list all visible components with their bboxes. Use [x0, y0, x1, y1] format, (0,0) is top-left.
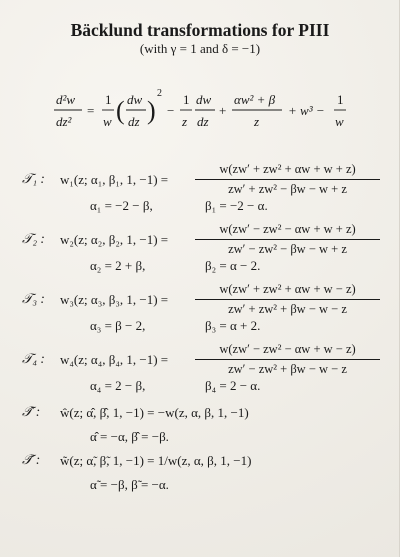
- transform-t2: [0, 222, 400, 282]
- svg-text:): ): [147, 96, 156, 125]
- t2-d-denominator: dz: [197, 114, 209, 129]
- lhs-denominator: dz²: [56, 114, 72, 129]
- param-beta: β₁ = −2 − α.: [205, 198, 268, 213]
- t3-numerator: αw² + β: [234, 92, 276, 107]
- fraction-numerator: w(zw′ + zw² + αw + w + z): [195, 162, 380, 180]
- transform-label: 𝒯₃ :: [22, 291, 45, 306]
- t1-inner-denominator: dz: [128, 114, 140, 129]
- t2-denominator: z: [182, 114, 188, 129]
- transform-equation: w̃(z; α̃, β̃, 1, −1) = 1/w(z, α, β, 1, −1): [60, 453, 252, 468]
- transform-label: 𝒯̂ :: [22, 404, 41, 419]
- fraction-denominator: zw′ + zw² + βw − w − z: [228, 302, 347, 316]
- t1-numerator: 1: [105, 92, 112, 107]
- fraction-denominator: zw′ + zw² − βw − w + z: [228, 182, 347, 196]
- transform-lhs: w₂(z; α₂, β₂, 1, −1) =: [60, 232, 169, 247]
- t1-inner-numerator: dw: [127, 92, 143, 107]
- page-subtitle: (with γ = 1 and δ = −1): [139, 41, 261, 56]
- t1-exponent: 2: [157, 88, 162, 99]
- t2-numerator: 1: [183, 92, 190, 107]
- fraction-denominator: zw′ − zw² − βw − w + z: [228, 242, 347, 256]
- transform-lhs: w₃(z; α₃, β₃, 1, −1) =: [60, 292, 169, 307]
- transform-label: 𝒯₁ :: [22, 171, 45, 186]
- transform-label: 𝒯₂ :: [22, 231, 45, 246]
- param-alpha: α₄ = 2 − β,: [90, 378, 146, 393]
- transform-lhs: w₁(z; α₁, β₁, 1, −1) =: [60, 172, 169, 187]
- param-beta: β₂ = α − 2.: [205, 258, 261, 273]
- transform-t1: [0, 162, 400, 222]
- svg-text:+: +: [219, 103, 227, 118]
- equals-sign: =: [87, 103, 95, 118]
- svg-text:−: −: [167, 103, 175, 118]
- transform-label: 𝒯₄ :: [22, 351, 45, 366]
- transform-params: α̃ = −β, β̃ = −α.: [90, 477, 169, 492]
- param-alpha: α₃ = β − 2,: [90, 318, 146, 333]
- lhs-numerator: d²w: [56, 92, 76, 107]
- fraction-denominator: zw′ − zw² + βw − w − z: [228, 362, 347, 376]
- transform-label: 𝒯̃ :: [22, 452, 41, 467]
- transform-t3: [0, 282, 400, 342]
- transform-lhs: w₄(z; α₄, β₄, 1, −1) =: [60, 352, 169, 367]
- piii-equation: [54, 82, 374, 140]
- svg-text:(: (: [116, 96, 125, 125]
- transform-tilde: [0, 452, 400, 496]
- page-title: Bäcklund transformations for PIII: [70, 20, 330, 40]
- param-beta: β₄ = 2 − α.: [205, 378, 261, 393]
- t1-denominator: w: [103, 114, 112, 129]
- t5-denominator: w: [335, 114, 344, 129]
- t2-d-numerator: dw: [196, 92, 212, 107]
- transform-t4: [0, 342, 400, 402]
- transform-fraction: [195, 342, 380, 377]
- param-alpha: α₁ = −2 − β,: [90, 198, 153, 213]
- transform-hat: [0, 404, 400, 448]
- transform-fraction: [195, 162, 380, 197]
- t3-denominator: z: [254, 114, 260, 129]
- t5-numerator: 1: [337, 92, 344, 107]
- transform-fraction: [195, 282, 380, 317]
- param-alpha: α₂ = 2 + β,: [90, 258, 146, 273]
- param-beta: β₃ = α + 2.: [205, 318, 261, 333]
- transform-params: α̂ = −α, β̂ = −β.: [90, 429, 169, 444]
- fraction-numerator: w(zw′ − zw² − αw + w + z): [195, 222, 380, 240]
- t4-term: + w³ −: [288, 103, 325, 118]
- transform-equation: ŵ(z; α̂, β̂, 1, −1) = −w(z, α, β, 1, −1): [60, 405, 249, 420]
- fraction-numerator: w(zw′ + zw² + αw + w − z): [195, 282, 380, 300]
- fraction-numerator: w(zw′ − zw² − αw + w − z): [195, 342, 380, 360]
- transform-fraction: [195, 222, 380, 257]
